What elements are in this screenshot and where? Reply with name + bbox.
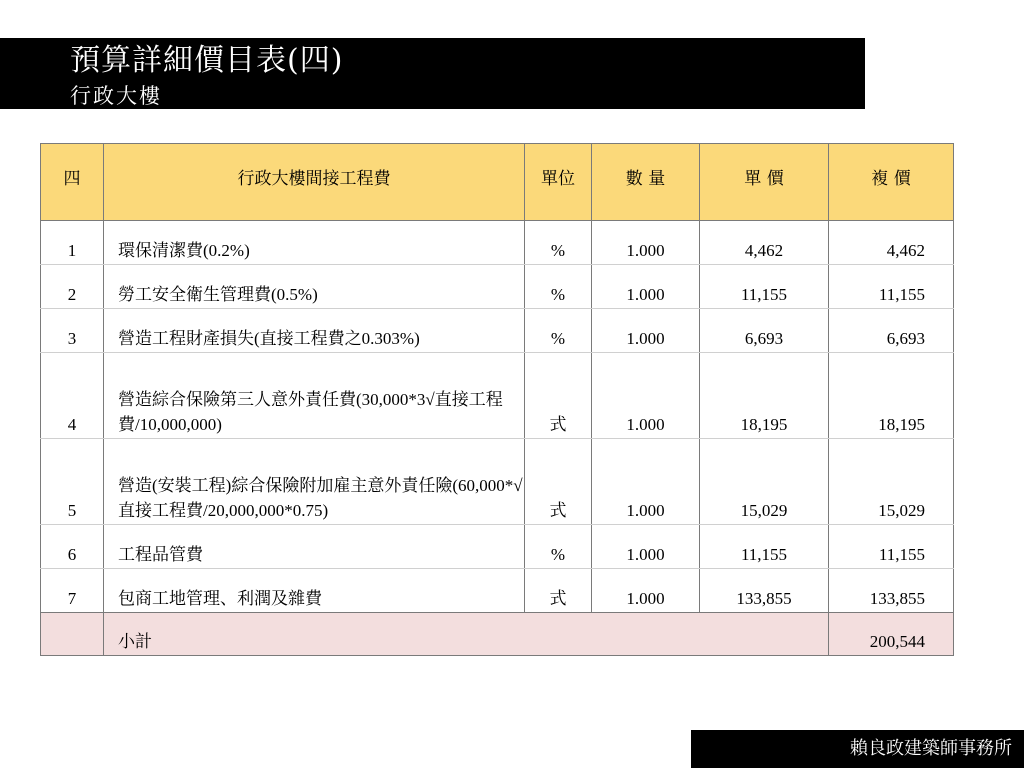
row-price: 133,855 bbox=[700, 569, 829, 613]
row-qty: 1.000 bbox=[592, 353, 700, 439]
table-row bbox=[41, 265, 954, 309]
subtotal-empty bbox=[41, 613, 104, 656]
header-no: 四 bbox=[41, 144, 104, 221]
row-qty: 1.000 bbox=[592, 569, 700, 613]
row-item: 營造綜合保險第三人意外責任費(30,000*3√直接工程費/10,000,000) bbox=[104, 353, 525, 439]
row-price: 11,155 bbox=[700, 525, 829, 569]
footer-bar bbox=[691, 730, 1024, 768]
header-price: 單 價 bbox=[700, 144, 829, 221]
row-price: 6,693 bbox=[700, 309, 829, 353]
row-no: 7 bbox=[41, 569, 104, 613]
row-item: 勞工安全衛生管理費(0.5%) bbox=[104, 265, 525, 309]
row-item: 營造(安裝工程)綜合保險附加雇主意外責任險(60,000*√直接工程費/20,000,000*0.75) bbox=[104, 439, 525, 525]
row-qty: 1.000 bbox=[592, 439, 700, 525]
row-item: 工程品管費 bbox=[104, 525, 525, 569]
row-unit: % bbox=[525, 309, 592, 353]
header-qty: 數 量 bbox=[592, 144, 700, 221]
row-total: 4,462 bbox=[829, 221, 954, 265]
row-unit: 式 bbox=[525, 439, 592, 525]
header-unit: 單位 bbox=[525, 144, 592, 221]
row-qty: 1.000 bbox=[592, 309, 700, 353]
row-qty: 1.000 bbox=[592, 221, 700, 265]
table-row bbox=[41, 221, 954, 265]
row-total: 133,855 bbox=[829, 569, 954, 613]
page-subtitle: 行政大樓 bbox=[70, 84, 162, 108]
row-item: 環保清潔費(0.2%) bbox=[104, 221, 525, 265]
subtotal-row bbox=[41, 613, 954, 656]
title-underline bbox=[70, 112, 683, 113]
table-row bbox=[41, 525, 954, 569]
row-no: 1 bbox=[41, 221, 104, 265]
row-qty: 1.000 bbox=[592, 525, 700, 569]
row-price: 4,462 bbox=[700, 221, 829, 265]
row-item: 營造工程財產損失(直接工程費之0.303%) bbox=[104, 309, 525, 353]
row-no: 2 bbox=[41, 265, 104, 309]
table-row bbox=[41, 353, 954, 439]
row-no: 3 bbox=[41, 309, 104, 353]
row-no: 5 bbox=[41, 439, 104, 525]
firm-name: 賴良政建築師事務所 bbox=[850, 738, 1012, 759]
subtotal-label: 小計 bbox=[104, 613, 829, 656]
row-item: 包商工地管理、利潤及雜費 bbox=[104, 569, 525, 613]
row-total: 11,155 bbox=[829, 265, 954, 309]
row-qty: 1.000 bbox=[592, 265, 700, 309]
row-unit: 式 bbox=[525, 353, 592, 439]
row-unit: 式 bbox=[525, 569, 592, 613]
page-title: 預算詳細價目表(四) bbox=[70, 43, 344, 78]
title-bar bbox=[0, 38, 865, 109]
header-total: 複 價 bbox=[829, 144, 954, 221]
header-item: 行政大樓間接工程費 bbox=[104, 144, 525, 221]
row-total: 11,155 bbox=[829, 525, 954, 569]
table-row bbox=[41, 309, 954, 353]
row-unit: % bbox=[525, 265, 592, 309]
row-no: 4 bbox=[41, 353, 104, 439]
subtotal-total: 200,544 bbox=[829, 613, 954, 656]
table-row bbox=[41, 569, 954, 613]
row-price: 18,195 bbox=[700, 353, 829, 439]
row-price: 15,029 bbox=[700, 439, 829, 525]
row-unit: % bbox=[525, 221, 592, 265]
row-no: 6 bbox=[41, 525, 104, 569]
table-row bbox=[41, 439, 954, 525]
row-total: 18,195 bbox=[829, 353, 954, 439]
row-total: 15,029 bbox=[829, 439, 954, 525]
row-price: 11,155 bbox=[700, 265, 829, 309]
row-total: 6,693 bbox=[829, 309, 954, 353]
row-unit: % bbox=[525, 525, 592, 569]
table-header-row bbox=[41, 144, 954, 221]
budget-table bbox=[40, 143, 954, 656]
